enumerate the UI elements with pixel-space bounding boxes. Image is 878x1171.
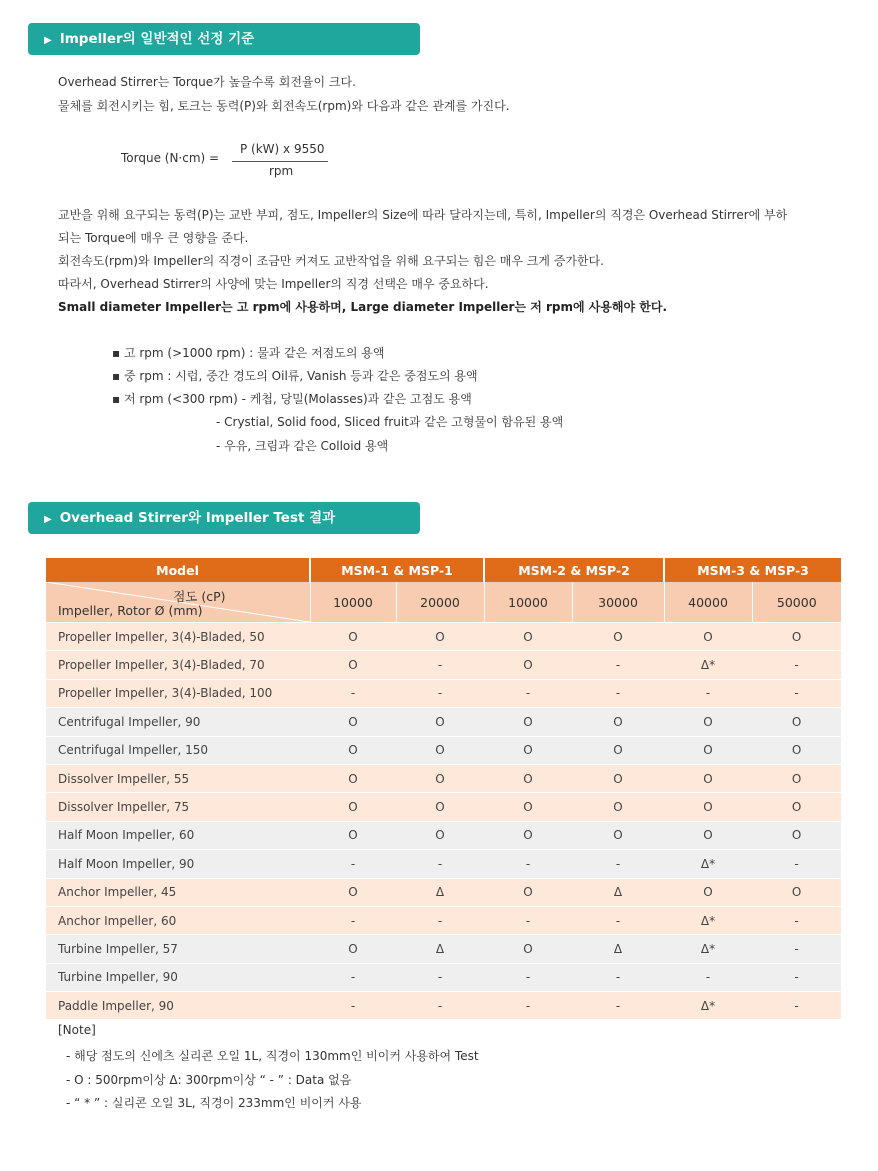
result-cell: -	[572, 679, 664, 707]
result-cell: O	[310, 736, 396, 764]
section-title: Overhead Stirrer와 Impeller Test 결과	[59, 510, 336, 526]
impeller-name: Propeller Impeller, 3(4)-Bladed, 70	[46, 651, 310, 679]
result-cell: O	[752, 764, 841, 792]
result-cell: O	[396, 623, 484, 651]
viscosity-value: 10000	[484, 582, 572, 623]
header-group-3: MSM-3 & MSP-3	[664, 558, 841, 582]
result-cell: O	[664, 623, 752, 651]
result-cell: -	[484, 850, 572, 878]
result-cell: -	[752, 679, 841, 707]
result-cell: O	[310, 764, 396, 792]
paragraph-line-3: 회전속도(rpm)와 Impeller의 직경이 조금만 커져도 교반작업을 위해 요구되는 힘은 매우 크게 증가한다.	[58, 254, 604, 268]
intro-line-2: 물체를 회전시키는 힘, 토크는 동력(P)와 회전속도(rpm)와 다음과 같은 관계를 가진다.	[58, 99, 510, 113]
viscosity-value: 40000	[664, 582, 752, 623]
header-group-2: MSM-2 & MSP-2	[484, 558, 664, 582]
table-row	[46, 708, 841, 736]
intro-line-1: Overhead Stirrer는 Torque가 높을수록 회전율이 크다.	[58, 75, 356, 89]
result-cell: O	[572, 821, 664, 849]
result-cell: O	[664, 821, 752, 849]
result-cell: -	[752, 850, 841, 878]
impeller-name: Dissolver Impeller, 55	[46, 764, 310, 792]
table-row	[46, 821, 841, 849]
paragraph-line-1: 교반을 위해 요구되는 동력(P)는 교반 부피, 점도, Impeller의 Size에 따라 달라지는데, 특히, Impeller의 직경은 Overhead Stirrer에 부하	[58, 208, 788, 222]
impeller-test-table	[46, 558, 841, 1019]
result-cell: O	[484, 935, 572, 963]
impeller-name: Anchor Impeller, 60	[46, 906, 310, 934]
bullet-low-rpm: ▪ 저 rpm (<300 rpm) - 케첩, 당밀(Molasses)과 같은 고점도 용액	[112, 392, 472, 406]
result-cell: -	[396, 963, 484, 991]
paragraph-line-4: 따라서, Overhead Stirrer의 사양에 맞는 Impeller의 직경 선택은 매우 중요하다.	[58, 277, 489, 291]
impeller-rotor-label: Impeller, Rotor Ø (mm)	[58, 603, 203, 618]
result-cell: Δ*	[664, 651, 752, 679]
result-cell: O	[484, 878, 572, 906]
result-cell: -	[484, 679, 572, 707]
result-cell: O	[752, 708, 841, 736]
result-cell: -	[396, 906, 484, 934]
header-model: Model	[46, 558, 310, 582]
result-cell: -	[572, 906, 664, 934]
result-cell: -	[664, 963, 752, 991]
result-cell: O	[310, 878, 396, 906]
table-row	[46, 992, 841, 1020]
result-cell: O	[396, 708, 484, 736]
result-cell: -	[752, 992, 841, 1020]
note-title: [Note]	[58, 1023, 96, 1037]
result-cell: O	[664, 708, 752, 736]
result-cell: O	[396, 736, 484, 764]
result-cell: O	[310, 935, 396, 963]
result-cell: -	[396, 850, 484, 878]
viscosity-value: 30000	[572, 582, 664, 623]
triangle-right-icon: ▶	[44, 514, 52, 525]
table-row	[46, 623, 841, 651]
result-cell: -	[572, 992, 664, 1020]
result-cell: O	[572, 793, 664, 821]
result-cell: O	[484, 708, 572, 736]
impeller-name: Paddle Impeller, 90	[46, 992, 310, 1020]
table-row	[46, 736, 841, 764]
result-cell: -	[396, 651, 484, 679]
impeller-name: Turbine Impeller, 90	[46, 963, 310, 991]
table-row	[46, 764, 841, 792]
result-cell: O	[484, 793, 572, 821]
result-cell: -	[484, 992, 572, 1020]
result-cell: -	[752, 906, 841, 934]
result-cell: -	[310, 679, 396, 707]
section-header-test-results	[28, 502, 420, 534]
diagonal-header-cell	[46, 582, 310, 623]
note-line-2: - O : 500rpm이상 Δ: 300rpm이상 “ - ” : Data 없음	[66, 1073, 352, 1087]
result-cell: O	[664, 878, 752, 906]
result-cell: O	[310, 793, 396, 821]
triangle-right-icon: ▶	[44, 35, 52, 46]
note-line-1: - 해당 점도의 신에츠 실리콘 오일 1L, 직경이 130mm인 비이커 사용하여 Test	[66, 1049, 479, 1063]
result-cell: Δ	[396, 878, 484, 906]
table-row	[46, 878, 841, 906]
bullet-low-sub-2: - 우유, 크림과 같은 Colloid 용액	[216, 439, 389, 453]
result-cell: -	[310, 906, 396, 934]
result-cell: -	[396, 679, 484, 707]
impeller-name: Half Moon Impeller, 90	[46, 850, 310, 878]
viscosity-value: 50000	[752, 582, 841, 623]
table-row	[46, 850, 841, 878]
fraction-bar	[232, 161, 328, 162]
result-cell: -	[752, 651, 841, 679]
result-cell: O	[310, 623, 396, 651]
table-row	[46, 651, 841, 679]
result-cell: Δ*	[664, 935, 752, 963]
result-cell: O	[310, 651, 396, 679]
result-cell: -	[752, 963, 841, 991]
result-cell: O	[310, 821, 396, 849]
impeller-name: Dissolver Impeller, 75	[46, 793, 310, 821]
table-row	[46, 679, 841, 707]
result-cell: -	[310, 850, 396, 878]
result-cell: Δ*	[664, 850, 752, 878]
result-cell: O	[310, 708, 396, 736]
section-header-selection-criteria	[28, 23, 420, 55]
viscosity-label: 점도 (cP)	[173, 589, 226, 604]
result-cell: -	[572, 850, 664, 878]
note-line-3: - “ * ” : 실리콘 오일 3L, 직경이 233mm인 비이커 사용	[66, 1096, 362, 1110]
impeller-name: Turbine Impeller, 57	[46, 935, 310, 963]
result-cell: -	[310, 963, 396, 991]
impeller-name: Centrifugal Impeller, 90	[46, 708, 310, 736]
table-row	[46, 935, 841, 963]
viscosity-value: 20000	[396, 582, 484, 623]
result-cell: O	[752, 878, 841, 906]
section-title: Impeller의 일반적인 선정 기준	[59, 31, 255, 47]
formula-denominator: rpm	[269, 164, 294, 178]
impeller-name: Half Moon Impeller, 60	[46, 821, 310, 849]
result-cell: O	[664, 764, 752, 792]
bullet-mid-rpm: ▪ 중 rpm : 시럽, 중간 경도의 Oil류, Vanish 등과 같은 중점도의 용액	[112, 369, 478, 383]
impeller-name: Anchor Impeller, 45	[46, 878, 310, 906]
result-cell: O	[752, 623, 841, 651]
header-group-1: MSM-1 & MSP-1	[310, 558, 484, 582]
result-cell: O	[396, 764, 484, 792]
result-cell: O	[484, 623, 572, 651]
impeller-name: Propeller Impeller, 3(4)-Bladed, 100	[46, 679, 310, 707]
paragraph-line-bold: Small diameter Impeller는 고 rpm에 사용하며, Large diameter Impeller는 저 rpm에 사용해야 한다.	[58, 300, 668, 314]
result-cell: O	[752, 793, 841, 821]
result-cell: O	[752, 821, 841, 849]
result-cell: O	[572, 708, 664, 736]
formula-label: Torque (N·cm) =	[121, 151, 220, 165]
result-cell: Δ	[572, 878, 664, 906]
result-cell: -	[310, 992, 396, 1020]
bullet-high-rpm: ▪ 고 rpm (>1000 rpm) : 물과 같은 저점도의 용액	[112, 346, 385, 360]
result-cell: O	[752, 736, 841, 764]
result-cell: -	[396, 992, 484, 1020]
table-row	[46, 963, 841, 991]
result-cell: O	[484, 821, 572, 849]
result-cell: O	[664, 736, 752, 764]
result-cell: O	[572, 736, 664, 764]
result-cell: O	[484, 764, 572, 792]
result-cell: O	[396, 821, 484, 849]
result-cell: -	[752, 935, 841, 963]
result-cell: -	[572, 651, 664, 679]
result-cell: O	[484, 736, 572, 764]
paragraph-line-2: 되는 Torque에 매우 큰 영향을 준다.	[58, 231, 249, 245]
result-cell: O	[572, 764, 664, 792]
result-cell: -	[484, 906, 572, 934]
result-cell: O	[396, 793, 484, 821]
result-cell: O	[664, 793, 752, 821]
formula-numerator: P (kW) x 9550	[240, 142, 325, 156]
result-cell: Δ*	[664, 906, 752, 934]
result-cell: O	[484, 651, 572, 679]
result-cell: O	[572, 623, 664, 651]
result-cell: Δ*	[664, 992, 752, 1020]
viscosity-value: 10000	[310, 582, 396, 623]
table-row	[46, 906, 841, 934]
table-row	[46, 793, 841, 821]
result-cell: Δ	[572, 935, 664, 963]
result-cell: -	[484, 963, 572, 991]
bullet-low-sub-1: - Crystial, Solid food, Sliced fruit과 같은 고형물이 함유된 용액	[216, 415, 564, 429]
impeller-name: Centrifugal Impeller, 150	[46, 736, 310, 764]
result-cell: -	[664, 679, 752, 707]
result-cell: Δ	[396, 935, 484, 963]
result-cell: -	[572, 963, 664, 991]
impeller-name: Propeller Impeller, 3(4)-Bladed, 50	[46, 623, 310, 651]
